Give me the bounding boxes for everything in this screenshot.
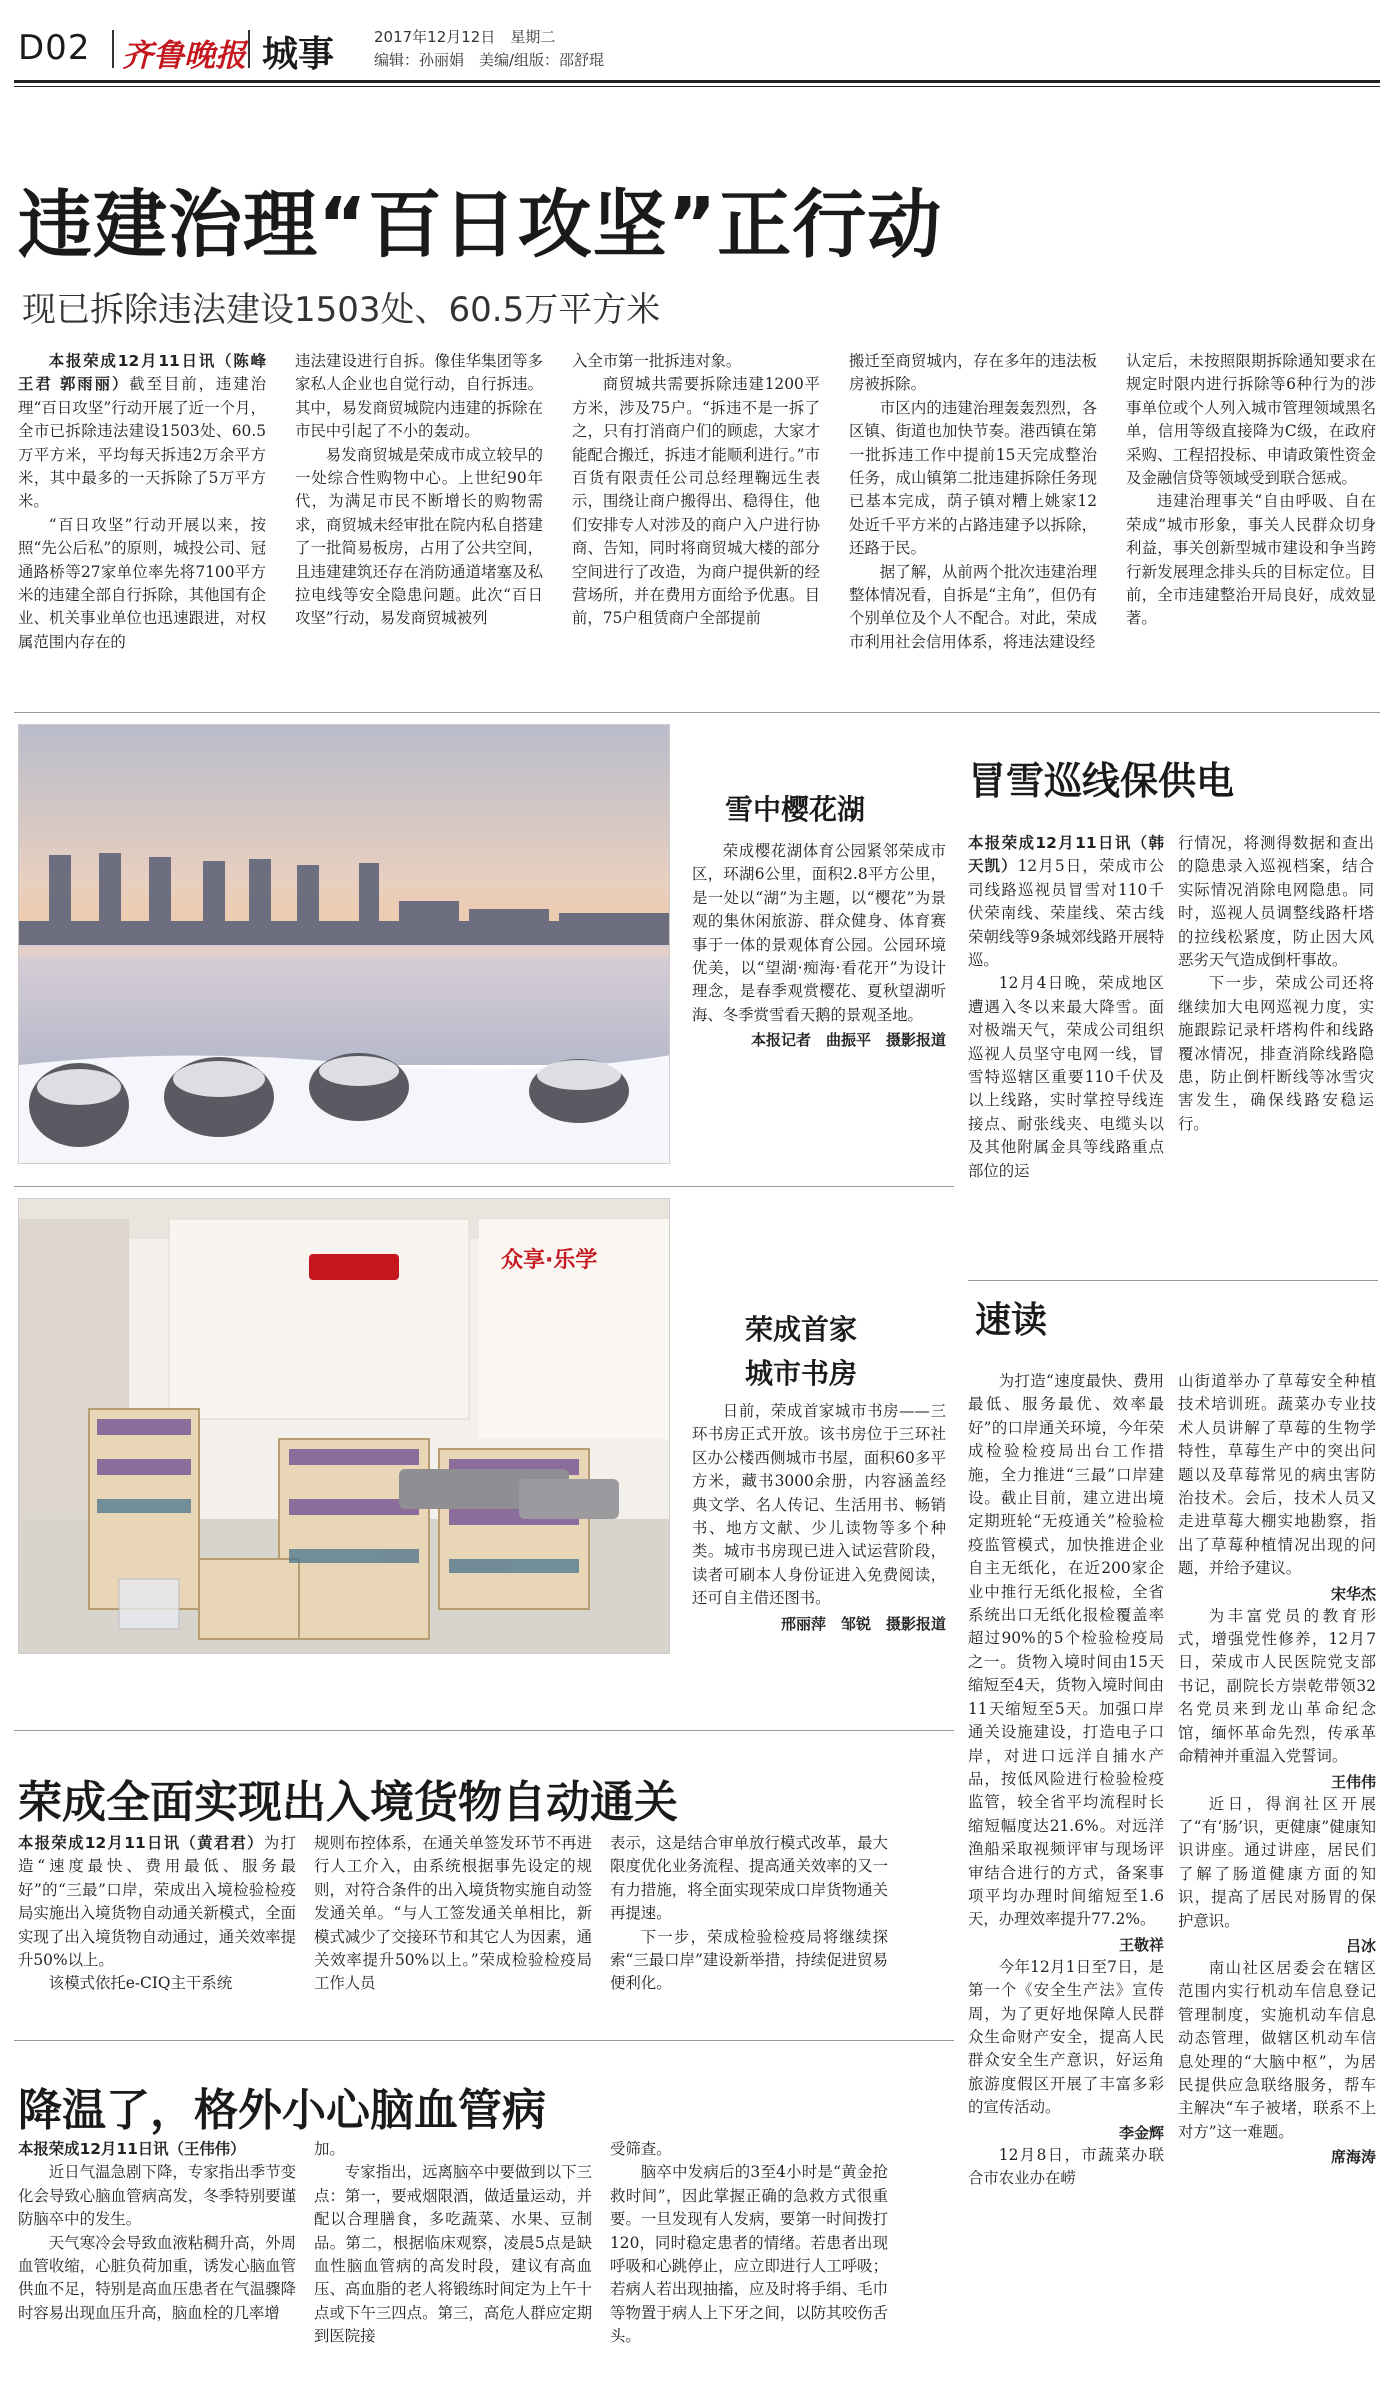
power-dateline: 本报荣成12月11日讯（韩天凯）	[968, 834, 1164, 876]
quick-read-column-1: 为打造“速度最快、费用最低、服务最优、效率最好”的口岸通关环境，今年荣成检验检疫局出台工作措施，全力推进“三最”口岸建设。截止目前，建立进出境定期班轮“无疫通关”检验检疫监管模式，加快推进企业自主无纸化，在近200家企业中推行无纸化报检，全省系统出口无纸化报检覆盖率超过90%的5个检验检疫局之一。货物入境时间由15天缩短至4天，货物入境时间由11天缩短至5天。加强口岸通关设施建设，打造电子口岸，对进口远洋自捕水产品，按低风险进行检验检疫监管，较全省平均流程时长缩短幅度达21.6%。对远洋渔船采取视频评审与现场评审结合进行的方式，备案事项平均办理时间缩短至1.6天，办理效率提升77.2%。 王敬祥 今年12月1日至7日，是第一个《安全生产法》宣传周，为了更好地保障人民群众生命财产安全，提高人民群众安全生产意识，好运角旅游度假区开展了丰富多彩的宣传活动。 李金辉 12月8日，市蔬菜办联合市农业办在崂	[968, 1372, 1164, 2187]
power-column-1: 本报荣成12月11日讯（韩天凯）12月5日，荣成市公司线路巡视员冒雪对110千伏荣南线、荣崖线、荣古线荣朝线等9条城郊线路开展特巡。 12月4日晚，荣成地区遭遇入冬以来最大降雪。面对极端天气，荣成公司组织巡视人员坚守电网一线，冒雪特巡辖区重要110千伏及以上线路，实时掌控导线连接点、耐张线夹、电缆头以及其他附属金具等线路重点部位的运	[968, 834, 1164, 1180]
lead-column-4: 搬迁至商贸城内，存在多年的违法板房被拆除。 市区内的违建治理轰轰烈烈，各区镇、街道也加快节奏。港西镇在第一批拆违工作中提前15天完成整治任务，成山镇第二批违建拆除任务现已基本完成，荫子镇对糟上姚家12处近千平方米的占路违建予以拆除，还路于民。 据了解，从前两个批次违建治理整体情况看，自拆是“主角”，但仍有个别单位及个人不配合。对此，荣成市利用社会信用体系，将违法建设经	[849, 352, 1097, 651]
page-number: D02	[18, 28, 91, 68]
section-divider	[968, 1280, 1378, 1281]
issue-date: 2017年12月12日 星期二	[374, 28, 556, 46]
item-signature: 吕冰	[1345, 1936, 1376, 1955]
stroke-column-1: 本报荣成12月11日讯（王伟伟） 近日气温急剧下降，专家指出季节变化会导致心脑血管病高发，冬季特别要谨防脑卒中的发生。 天气寒冷会导致血液粘稠升高，外周血管收缩，心脏负荷加重，诱发心脑血管供血不足，特别是高血压患者在气温骤降时容易出现血压升高，脑血栓的几率增	[18, 2140, 296, 2322]
header-divider	[112, 30, 114, 68]
snowy-lake-image	[19, 725, 670, 1164]
lead-headline: 违建治理“百日攻坚”正行动	[18, 182, 943, 268]
stroke-column-2: 加。 专家指出，远离脑卒中要做到以下三点：第一，要戒烟限酒，做适量运动，并配以合理膳食，多吃蔬菜、水果、豆制品。第二，根据临床观察，凌晨5点是缺血性脑血管病的高发时段，建议有高血压、高血脂的老人将锻练时间定为上午十点或下午三四点。第三，高危人群应定期到医院接	[314, 2140, 592, 2346]
power-headline: 冒雪巡线保供电	[968, 759, 1235, 803]
stroke-headline: 降温了，格外小心脑血管病	[18, 2085, 546, 2136]
stroke-dateline: 本报荣成12月11日讯（王伟伟）	[18, 2140, 246, 2158]
header-rule	[14, 86, 1380, 87]
photo-bookroom-title: 荣成首家 城市书房	[745, 1313, 858, 1390]
photo-credit: 邢丽萍 邹锐 摄影报道	[780, 1614, 946, 1633]
photo-credit: 本报记者 曲振平 摄影报道	[750, 1031, 946, 1050]
customs-headline: 荣成全面实现出入境货物自动通关	[18, 1777, 678, 1828]
item-signature: 李金辉	[1118, 2123, 1164, 2142]
bookroom-sign: 众享·乐学	[501, 1248, 598, 1273]
section-divider	[14, 2040, 954, 2041]
item-signature: 王伟伟	[1330, 1772, 1376, 1791]
editor-credit: 编辑：孙丽娟 美编/组版：邵舒琨	[374, 51, 605, 69]
photo-cherry-lake	[18, 724, 670, 1164]
quick-read-title: 速读	[975, 1300, 1048, 1341]
lead-subheadline: 现已拆除违法建设1503处、60.5万平方米	[22, 290, 661, 330]
power-column-2: 行情况，将测得数据和查出的隐患录入巡视档案，结合实际情况消除电网隐患。同时，巡视人员调整线路杆塔的拉线松紧度，防止因大风恶劣天气造成倒杆事故。 下一步，荣成公司还将继续加大电网巡视力度，实施跟踪记录杆塔构件和线路覆冰情况，排查消除线路隐患，防止倒杆断线等冰雪灾害发生，确保线路安稳运行。	[1178, 834, 1374, 1133]
section-divider	[14, 1186, 954, 1187]
lead-column-3: 入全市第一批拆违对象。 商贸城共需要拆除违建1200平方米，涉及75户。“拆违不是一拆了之，只有打消商户们的顾虑，大家才能配合搬迁，拆违才能顺利进行。”市百货有限责任公司总经理鞠远生表示，围绕让商户搬得出、稳得住，他们安排专人对涉及的商户入户进行协商、告知，同时将商贸城大楼的部分空间进行了改造，为商户提供新的经营场所，并在费用方面给予优惠。目前，75户租赁商户全部提前	[572, 352, 820, 628]
customs-column-2: 规则布控体系，在通关单签发环节不再进行人工介入，由系统根据事先设定的规则，对符合条件的出入境货物实施自动签发通关单。“与人工签发通关单相比，新模式减少了交接环节和其它人为因素，通关效率提升50%以上。”荣成检验检疫局工作人员	[314, 1834, 592, 1993]
customs-column-3: 表示，这是结合审单放行模式改革，最大限度优化业务流程、提高通关效率的又一有力措施，将全面实现荣成口岸货物通关再提速。 下一步，荣成检验检疫局将继续探索“三最口岸”建设新举措，持续促进贸易便利化。	[610, 1834, 888, 1993]
header-rule	[14, 80, 1380, 83]
customs-column-1: 本报荣成12月11日讯（黄君君）为打造“速度最快、费用最低、服务最好”的“三最”口岸，荣成出入境检验检疫局实施出入境货物自动通关新模式，全面实现了出入境货物自动通过，通关效率提升50%以上。 该模式依托e-CIQ主干系统	[18, 1834, 296, 1993]
customs-dateline: 本报荣成12月11日讯（黄君君）	[18, 1834, 264, 1852]
lead-column-1: 本报荣成12月11日讯（陈峰 王君 郭雨丽）截至目前，违建治理“百日攻坚”行动开展了近一个月，全市已拆除违法建设1503处、60.5万平方米，平均每天拆违2万余平方米，其中最多的一天拆除了5万平方米。 “百日攻坚”行动开展以来，按照“先公后私”的原则，城投公司、冠通路桥等27家单位率先将7100平方米的违建全部自行拆除，其他国有企业、机关事业单位也迅速跟进，对权属范围内存在的	[18, 352, 266, 651]
newspaper-logo: 齐鲁晚报	[122, 38, 246, 74]
quick-read-column-2: 山街道举办了草莓安全种植技术培训班。蔬菜办专业技术人员讲解了草莓的生物学特性，草莓生产中的突出问题以及草莓常见的病虫害防治技术。会后，技术人员又走进草莓大棚实地勘察，指出了草莓种植情况出现的问题，并给予建议。 宋华杰 为丰富党员的教育形式，增强党性修养，12月7日，荣成市人民医院党支部书记，副院长方崇乾带领32名党员来到龙山革命纪念馆，缅怀革命先烈，传承革命精神并重温入党誓词。 王伟伟 近日，得润社区开展了“有‘肠’识，更健康”健康知识讲座。通过讲座，居民们了解了肠道健康方面的知识，提高了居民对肠胃的保护意识。 吕冰 南山社区居委会在辖区范围内实行机动车信息登记管理制度，实施机动车信息动态管理，做辖区机动车信息处理的“大脑中枢”，为居民提供应急联络服务，帮车主解决“车子被堵，联系不上对方”这一难题。 席海涛	[1178, 1372, 1376, 2167]
photo-bookroom-caption: 日前，荣成首家城市书房——三环书房正式开放。该书房位于三环社区办公楼西侧城市书屋，面积60多平方米，藏书3000余册，内容涵盖经典文学、名人传记、生活用书、畅销书、地方文献、少儿读物等多个种类。城市书房现已进入试运营阶段，读者可刷本人身份证进入免费阅读，还可自主借还图书。 邢丽萍 邹锐 摄影报道	[692, 1402, 946, 1633]
item-signature: 宋华杰	[1330, 1584, 1376, 1603]
photo-cherry-lake-caption: 荣成樱花湖体育公园紧邻荣成市区，环湖6公里，面积2.8平方公里，是一处以“湖”为主题，以“樱花”为景观的集休闲旅游、群众健身、体育赛事于一体的景观体育公园。公园环境优美，以“望湖·痴海·看花开”为设计理念，是春季观赏樱花、夏秋望湖听海、冬季赏雪看天鹅的景观圣地。 本报记者 曲振平 摄影报道	[692, 842, 946, 1050]
photo-cherry-lake-title: 雪中樱花湖	[725, 793, 866, 826]
header-divider	[248, 30, 250, 68]
section-name: 城事	[262, 34, 335, 75]
item-signature: 席海涛	[1330, 2148, 1376, 2167]
photo-city-bookroom	[18, 1198, 670, 1654]
lead-dateline: 本报荣成12月11日讯（陈峰 王君 郭雨丽）	[18, 352, 266, 394]
section-divider	[14, 712, 1380, 713]
lead-column-5: 认定后，未按照限期拆除通知要求在规定时限内进行拆除等6种行为的涉事单位或个人列入城市管理领域黑名单，信用等级直接降为C级，在政府采购、工程招投标、申请政策性资金及金融信贷等领域受到联合惩戒。 违建治理事关“自由呼吸、自在荣成”城市形象，事关人民群众切身利益，事关创新型城市建设和争当跨行新发展理念排头兵的目标定位。目前，全市违建整治开局良好，成效显著。	[1126, 352, 1376, 628]
item-signature: 王敬祥	[1118, 1935, 1164, 1954]
stroke-column-3: 受筛查。 脑卒中发病后的3至4小时是“黄金抢救时间”，因此掌握正确的急救方式很重要。一旦发现有人发病，要第一时间拨打120，同时稳定患者的情绪。若患者出现呼吸和心跳停止，应立即进行人工呼吸；若病人若出现抽搐，应及时将手绢、毛巾等物置于病人上下牙之间，以防其咬伤舌头。	[610, 2140, 888, 2346]
section-divider	[14, 1730, 954, 1731]
lead-column-2: 违法建设进行自拆。像佳华集团等多家私人企业也自觉行动，自行拆违。其中，易发商贸城院内违建的拆除在市民中引起了不小的轰动。 易发商贸城是荣成市成立较早的一处综合性购物中心。上世纪90年代，为满足市民不断增长的购物需求，商贸城未经审批在院内私自搭建了一批简易板房，占用了公共空间，且违建建筑还存在消防通道堵塞及私拉电线等安全隐患问题。此次“百日攻坚”行动，易发商贸城被列	[295, 352, 543, 628]
